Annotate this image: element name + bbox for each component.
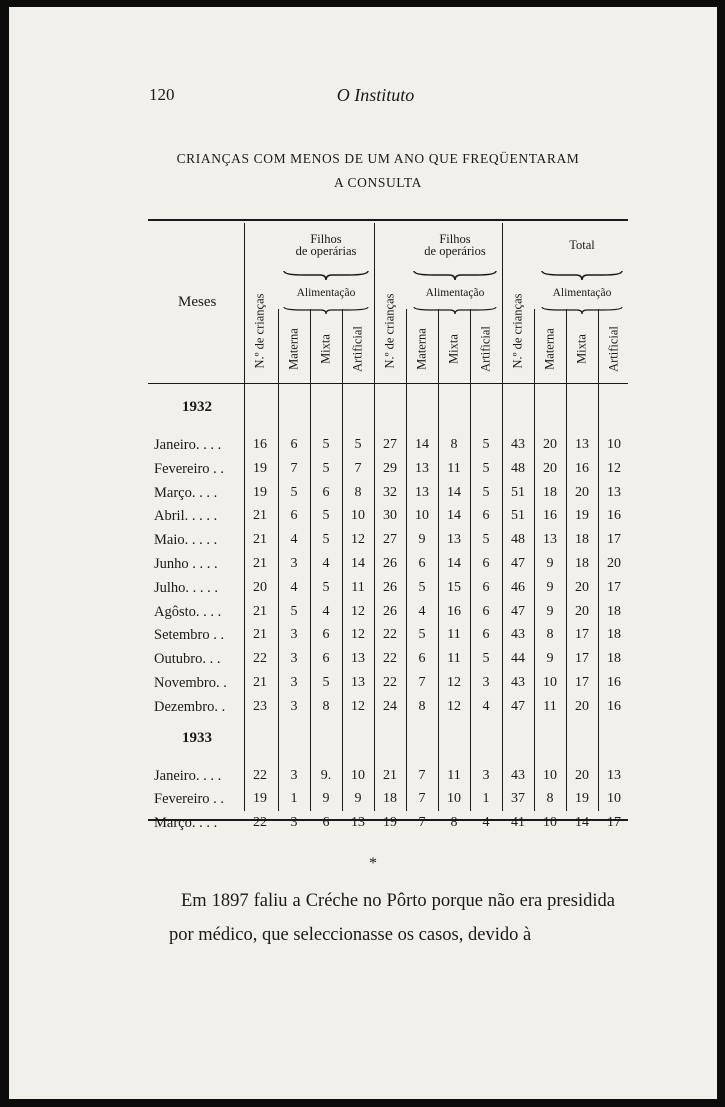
table-cell: 6 [322,484,330,500]
table-cell: 44 [511,651,525,667]
table-cell: 3 [290,675,298,690]
table-cell: 17 [607,532,621,548]
table-cell: 43 [511,437,525,452]
table-cell: 43 [511,767,525,783]
table-cell: 32 [383,484,397,500]
table-cell: 30 [383,508,397,524]
section-separator: * [369,855,377,872]
table-cell: 14 [447,556,461,571]
table-cell: 13 [415,484,429,500]
table-cell: 10 [415,508,429,524]
book-page [9,7,717,1099]
month-label: Março. . . . [154,484,218,501]
table-cell: 18 [543,484,557,500]
month-label: Maio. . . . . [154,532,218,549]
table-cell: 8 [450,815,458,831]
table-cell: 10 [543,767,557,783]
table-cell: 17 [607,815,621,831]
table-cell: 18 [575,532,589,548]
table-cell: 41 [511,815,525,831]
table-cell: 8 [418,698,426,714]
month-label: Fevereiro . . [154,460,225,477]
table-cell: 4 [322,603,330,619]
table-cell: 13 [415,460,429,476]
table-cell: 11 [447,460,461,476]
month-label: Junho . . . . [154,556,218,572]
table-cell: 21 [253,627,267,643]
table-cell: 12 [351,603,365,619]
table-cell: 5 [482,532,490,548]
table-cell: 5 [322,508,330,524]
table-cell: 11 [543,698,557,714]
table-cell: 21 [253,532,267,548]
table-cell: 5 [322,437,330,452]
table-cell: 12 [351,698,365,714]
month-label: Setembro . . [154,627,225,644]
table-cell: 8 [546,791,554,807]
group-brace [282,269,370,281]
table-cell: 26 [383,603,397,619]
table-cell: 6 [322,651,330,667]
table-cell: 6 [322,815,330,831]
table-cell: 47 [511,698,525,714]
table-cell: 9 [546,603,554,619]
table-cell: 22 [253,767,267,783]
table-cell: 51 [511,508,525,524]
table-cell: 5 [418,579,426,595]
table-cell: 6 [418,556,426,571]
table-cell: 7 [354,460,362,476]
table-cell: 4 [290,579,298,595]
table-cell: 21 [253,556,267,571]
group-label-line-2: de operários [424,244,486,258]
table-cell: 26 [383,556,397,571]
table-cell: 19 [253,460,267,476]
month-label: Janeiro. . . . [154,437,222,453]
table-cell: 18 [607,651,621,667]
table-cell: 12 [351,627,365,643]
table-cell: 11 [447,651,461,667]
alimentacao-brace [282,305,370,315]
alimentacao-label: Alimentação [296,287,356,299]
table-cell: 10 [447,791,461,807]
table-title [9,147,717,195]
table-cell: 19 [253,791,267,807]
table-cell: 48 [511,460,525,476]
table-cell: 7 [418,815,426,831]
statistics-table [148,209,628,832]
table-cell: 5 [290,603,298,619]
table-cell: 9 [418,532,426,548]
months-header: Meses [178,294,217,310]
table-cell: 10 [351,767,365,783]
table-cell: 6 [290,437,298,452]
table-cell: 5 [322,460,330,476]
table-cell: 27 [383,437,397,452]
table-cell: 14 [575,815,589,831]
table-cell: 4 [418,603,426,619]
table-cell: 5 [418,627,426,643]
group-label-line-1: Filhos [310,232,342,246]
table-cell: 3 [290,556,298,571]
paragraph-text: Em 1897 faliu a Créche no Pôrto porque não era presidida por médico, que seleccionasse os casos, devido à [169,891,615,945]
table-cell: 29 [383,460,397,476]
table-cell: 3 [290,815,298,831]
table-cell: 4 [482,698,490,714]
table-cell: 5 [322,532,330,548]
table-title-line-1: CRIANÇAS COM MENOS DE UM ANO QUE FREQÜENTARAM [176,151,580,166]
table-cell: 6 [290,508,298,524]
page-header [9,85,717,109]
table-cell: 6 [482,627,490,643]
table-cell: 6 [482,508,490,524]
table-cell: 20 [543,460,557,476]
table-cell: 1 [290,791,298,807]
alimentacao-brace [412,305,498,315]
table-cell: 17 [575,627,589,643]
table-cell: 9 [546,556,554,571]
month-label: Abril. . . . . [154,508,218,525]
month-label: Janeiro. . . . [154,767,222,784]
table-cell: 22 [383,627,397,643]
month-label: Fevereiro . . [154,791,225,808]
table-cell: 21 [253,675,267,690]
table-cell: 16 [575,460,589,476]
table-cell: 21 [383,767,397,783]
table-cell: 13 [543,532,557,548]
table-cell: 22 [253,815,267,831]
table-cell: 4 [290,532,298,548]
table-cell: 17 [575,675,589,690]
table-cell: 14 [447,508,461,524]
table-cell: 37 [511,791,525,807]
table-cell: 21 [253,603,267,619]
table-cell: 10 [543,815,557,831]
column-label-mixta: Mixta [318,334,333,364]
table-cell: 3 [290,651,298,667]
table-cell: 11 [447,627,461,643]
table-cell: 48 [511,532,525,548]
table-cell: 16 [607,508,621,524]
table-cell: 5 [354,437,362,452]
table-cell: 23 [253,698,267,714]
table-cell: 9 [354,791,362,807]
table-cell: 19 [383,815,397,831]
table-cell: 16 [253,437,267,452]
table-title-line-2: A CONSULTA [333,175,423,190]
table-cell: 22 [383,651,397,667]
body-paragraph [169,884,615,952]
year-heading: 1932 [182,399,212,415]
table-cell: 11 [351,579,365,595]
table-cell: 5 [290,484,298,500]
table-cell: 9 [546,579,554,595]
table-cell: 13 [447,532,461,548]
table-cell: 13 [351,815,365,831]
table-cell: 13 [607,767,621,783]
table-cell: 20 [575,698,589,714]
table-cell: 7 [418,767,426,783]
table-cell: 8 [354,484,362,500]
table-cell: 14 [447,484,461,500]
table-cell: 16 [543,508,557,524]
table-cell: 6 [322,627,330,643]
month-label: Novembro. . [154,675,227,691]
table-cell: 3 [482,767,490,783]
table-cell: 9 [546,651,554,667]
month-label: Agôsto. . . . [154,603,222,620]
alimentacao-label: Alimentação [425,287,485,299]
table-cell: 20 [575,484,589,500]
group-brace [412,269,498,281]
table-cell: 13 [607,484,621,500]
top-rule [148,219,628,221]
alimentacao-label: Alimentação [552,287,612,299]
table-cell: 43 [511,675,525,690]
table-cell: 5 [482,460,490,476]
table-cell: 18 [607,603,621,619]
table-cell: 6 [418,651,426,667]
table-cell: 5 [482,437,490,452]
table-cell: 12 [447,675,461,690]
column-label-mixta: Mixta [446,334,461,364]
table-cell: 43 [511,627,525,643]
table-cell: 10 [543,675,557,690]
table-cell: 19 [253,484,267,500]
table-cell: 20 [575,579,589,595]
table-cell: 17 [607,579,621,595]
table-cell: 6 [482,579,490,595]
table-cell: 19 [575,508,589,524]
table-cell: 51 [511,484,525,500]
group-label-line-2: de operárias [295,244,357,258]
table-cell: 3 [290,698,298,714]
page-number: 120 [149,85,175,104]
table-cell: 12 [351,532,365,548]
table-cell: 8 [322,698,330,714]
column-label-materna: Materna [286,328,301,370]
table-cell: 20 [543,437,557,452]
table-cell: 19 [575,791,589,807]
month-label: Julho. . . . . [154,579,219,596]
header-bottom-rule [148,383,628,384]
table-cell: 46 [511,579,525,595]
group-label-line-1: Filhos [439,232,471,246]
month-label: Dezembro. . [154,698,226,715]
table-cell: 3 [482,675,490,690]
table-cell: 8 [450,437,458,452]
table-cell: 22 [253,651,267,667]
table-cell: 14 [351,556,365,571]
table-cell: 26 [383,579,397,595]
table-cell: 6 [482,556,490,571]
table-cell: 8 [546,627,554,643]
table-cell: 3 [290,767,298,783]
table-cell: 5 [322,675,330,690]
table-cell: 7 [418,675,426,690]
month-label: Março. . . . [154,815,218,832]
table-cell: 20 [575,603,589,619]
table-cell: 20 [607,556,621,571]
table-cell: 6 [482,603,490,619]
table-cell: 20 [253,579,267,595]
table-cell: 21 [253,508,267,524]
table-cell: 12 [447,698,461,714]
table-cell: 4 [482,815,490,831]
year-heading: 1933 [182,729,212,746]
column-label-mixta: Mixta [574,334,589,364]
running-title: O Instituto [336,85,415,105]
table-cell: 12 [607,460,621,476]
table-cell: 11 [447,767,461,783]
table-cell: 16 [607,675,621,690]
table-cell: 18 [383,791,397,807]
table-cell: 18 [575,556,589,571]
table-cell: 16 [447,603,461,619]
table-cell: 4 [322,556,330,571]
table-cell: 10 [607,437,621,452]
table-cell: 7 [290,460,298,476]
table-cell: 17 [575,651,589,667]
group-label-line-1: Total [569,238,595,252]
table-cell: 47 [511,603,525,619]
table-cell: 5 [322,579,330,595]
table-cell: 27 [383,532,397,548]
table-cell: 10 [607,791,621,807]
table-cell: 1 [482,791,490,807]
table-cell: 18 [607,627,621,643]
column-label-children: N.º de crianças [252,293,267,369]
column-label-artificial: Artificial [606,326,621,372]
table-cell: 15 [447,579,461,595]
table-cell: 47 [511,556,525,571]
column-label-materna: Materna [414,328,429,370]
table-cell: 13 [351,651,365,667]
table-cell: 16 [607,698,621,714]
table-cell: 9. [320,767,332,783]
table-cell: 5 [482,484,490,500]
table-cell: 9 [322,791,330,807]
table-cell: 24 [383,698,397,714]
column-label-artificial: Artificial [478,326,493,372]
table-cell: 20 [575,767,589,783]
table-cell: 13 [351,675,365,690]
month-label: Outubro. . . [154,651,221,668]
table-cell: 7 [418,791,426,807]
column-label-artificial: Artificial [350,326,365,372]
table-cell: 14 [415,437,429,452]
table-cell: 13 [575,437,589,452]
table-cell: 10 [351,508,365,524]
alimentacao-brace [540,305,624,315]
table-cell: 3 [290,627,298,643]
table-cell: 22 [383,675,397,690]
table-cell: 5 [482,651,490,667]
column-label-children: N.º de crianças [382,293,397,369]
group-brace [540,269,624,281]
column-label-children: N.º de crianças [510,293,525,369]
column-label-materna: Materna [542,328,557,370]
